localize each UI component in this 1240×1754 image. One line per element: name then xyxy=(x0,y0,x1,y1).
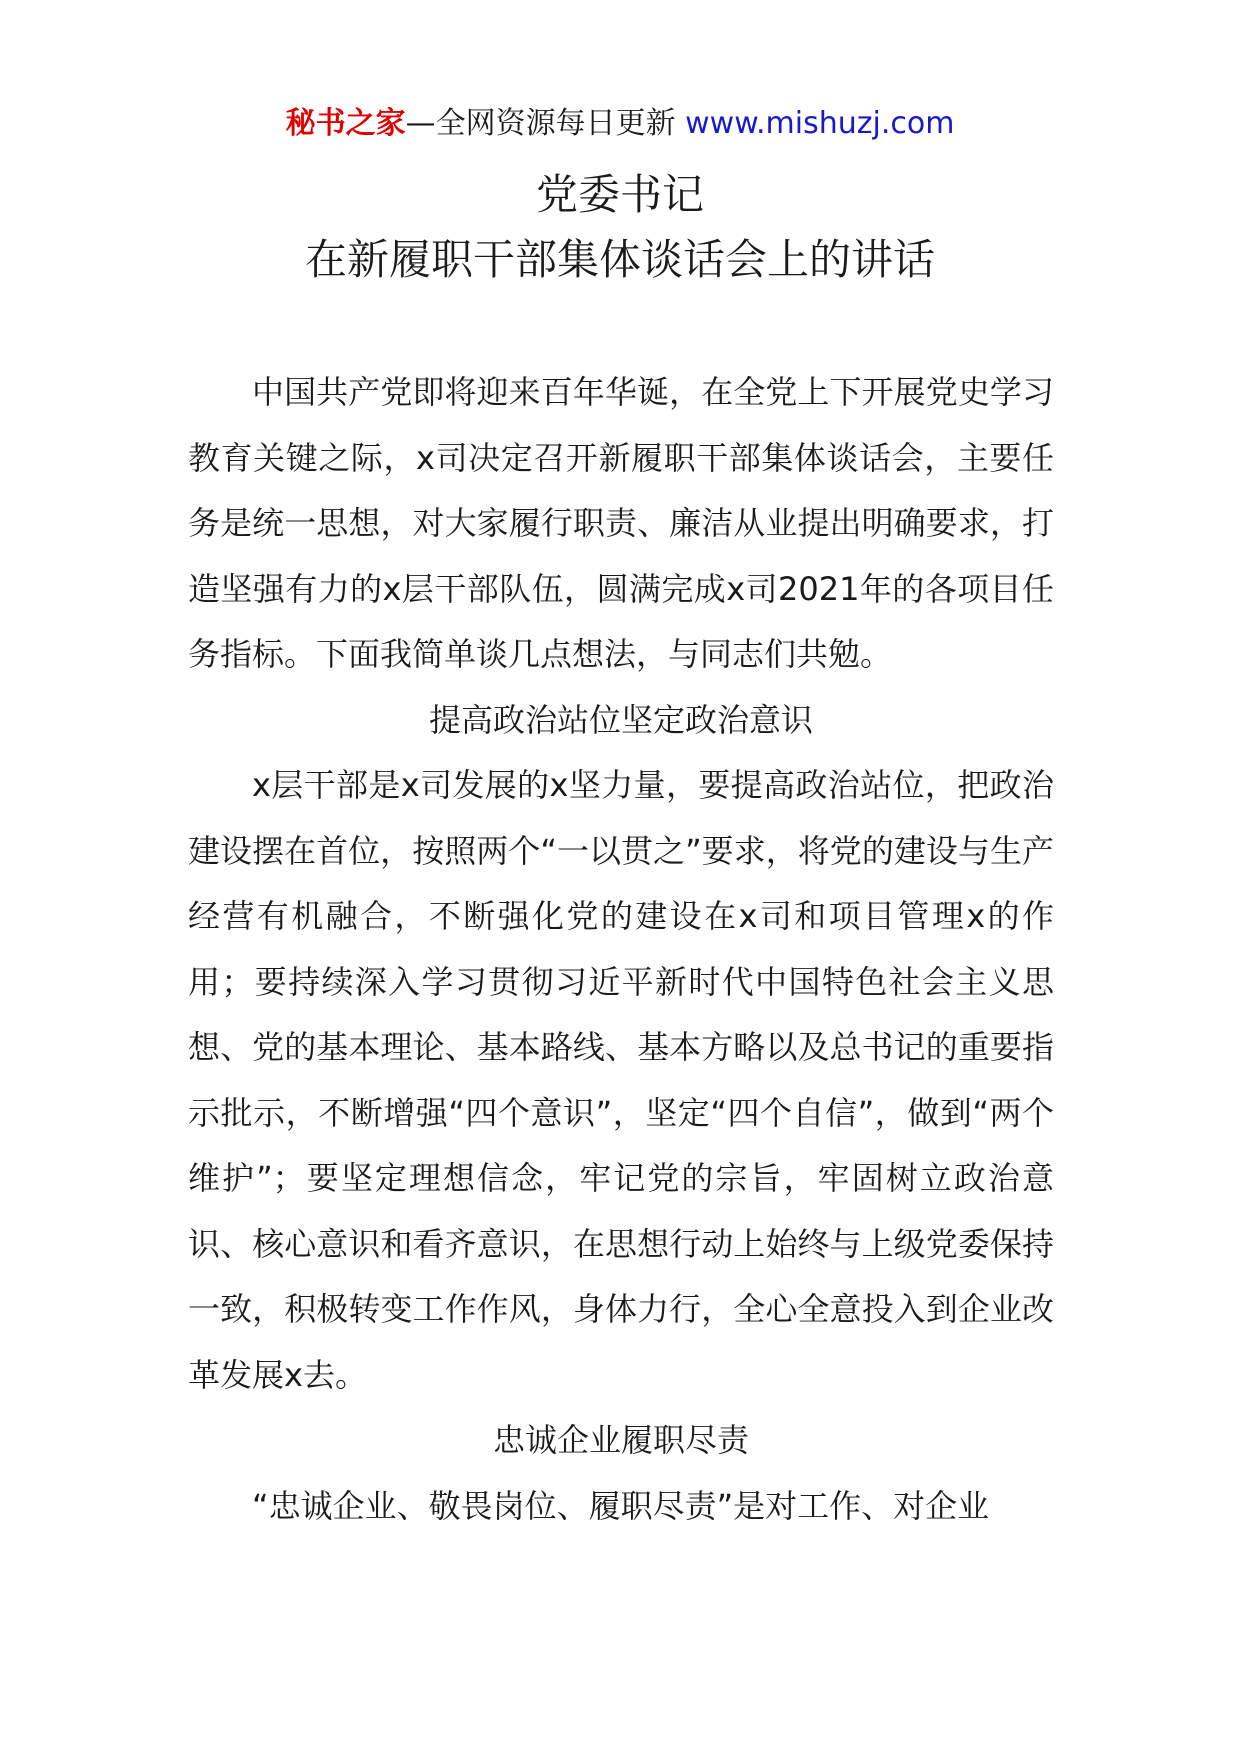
site-url-link[interactable]: www.mishuzj.com xyxy=(685,106,955,141)
document-title-line1: 党委书记 xyxy=(535,170,704,219)
section-heading-political-stance: 提高政治站位坚定政治意识 xyxy=(428,700,813,739)
site-slogan: —全网资源每日更新 xyxy=(405,106,676,141)
section-paragraph-political-stance: x层干部是x司发展的x坚力量，要提高政治站位，把政治建设摆在首位，按照两个“一以贯之”要求，将党的建设与生产经营有机融合，不断强化党的建设在x司和项目管理x的作用；要持续深入学习贯彻习近平新时代中国特色社会主义思想、党的基本理论、基本路线、基本方略以及总书记的重要指示批示，不断增强“四个意识”，坚定“四个自信”，做到“两个维护”；要坚定理想信念，牢记党的宗旨，牢固树立政治意识、核心意识和看齐意识，在思想行动上始终与上级党委保持一致，积极转变工作作风，身体力行，全心全意投入到企业改革发展x去。 xyxy=(188,766,1054,1394)
document-title-line2: 在新履职干部集体谈话会上的讲话 xyxy=(304,235,935,284)
intro-paragraph: 中国共产党即将迎来百年华诞，在全党上下开展党史学习教育关键之际，x司决定召开新履职干部集体谈话会，主要任务是统一思想，对大家履行职责、廉洁从业提出明确要求，打造坚强有力的x层干部队伍，圆满完成x司2021年的各项目任务指标。下面我简单谈几点想法，与同志们共勉。 xyxy=(188,373,1054,673)
section-paragraph-loyalty: “忠诚企业、敬畏岗位、履职尽责”是对工作、对企业 xyxy=(252,1486,990,1525)
section-heading-loyalty: 忠诚企业履职尽责 xyxy=(492,1421,749,1459)
document-body xyxy=(188,360,1054,1539)
site-brand: 秘书之家 xyxy=(285,106,406,141)
site-header xyxy=(0,104,1240,144)
